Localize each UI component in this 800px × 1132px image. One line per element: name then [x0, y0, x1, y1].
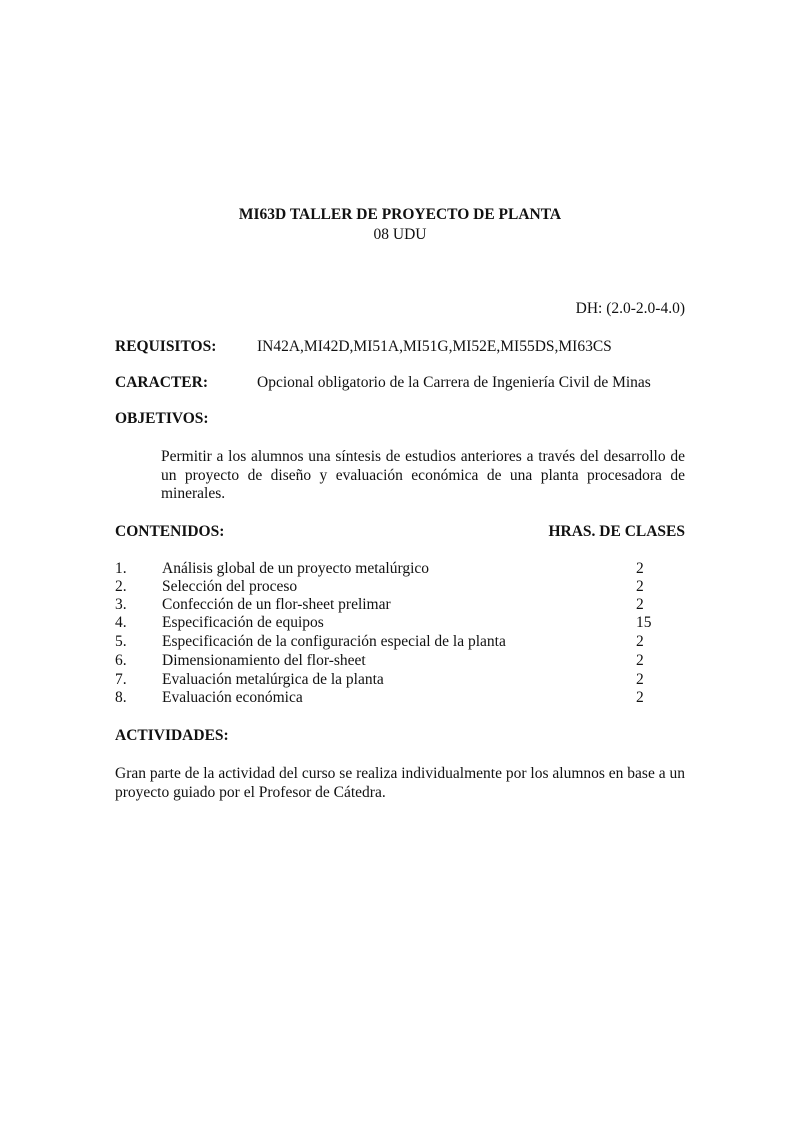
list-item — [115, 671, 685, 689]
actividades-label: ACTIVIDADES: — [115, 727, 229, 744]
course-title: MI63D TALLER DE PROYECTO DE PLANTA — [238, 206, 562, 223]
item-number: 5. — [115, 633, 127, 650]
item-number: 3. — [115, 596, 127, 613]
item-text: Confección de un flor-sheet prelimar — [162, 596, 391, 613]
list-item — [115, 689, 685, 707]
list-item — [115, 652, 685, 670]
item-hours: 2 — [636, 560, 644, 577]
item-number: 6. — [115, 652, 127, 669]
item-text: Análisis global de un proyecto metalúrgico — [162, 560, 430, 577]
item-text: Evaluación metalúrgica de la planta — [162, 671, 384, 688]
requisitos-value: IN42A,MI42D,MI51A,MI51G,MI52E,MI55DS,MI63CS — [257, 338, 612, 355]
item-text: Especificación de la configuración especial de la planta — [162, 633, 506, 650]
item-number: 2. — [115, 578, 127, 595]
item-hours: 2 — [636, 671, 644, 688]
requisitos-label: REQUISITOS: — [115, 338, 217, 355]
item-text: Selección del proceso — [162, 578, 298, 595]
item-text: Especificación de equipos — [162, 614, 324, 631]
list-item — [115, 596, 685, 614]
item-hours: 2 — [636, 652, 644, 669]
item-hours: 2 — [636, 633, 644, 650]
item-hours: 15 — [636, 614, 652, 631]
caracter-value: Opcional obligatorio de la Carrera de Ingeniería Civil de Minas — [257, 374, 651, 391]
item-number: 1. — [115, 560, 127, 577]
objetivos-label: OBJETIVOS: — [115, 410, 209, 427]
item-hours: 2 — [636, 578, 644, 595]
list-item — [115, 578, 685, 596]
contenidos-label: CONTENIDOS: — [115, 523, 225, 540]
caracter-label: CARACTER: — [115, 374, 208, 391]
actividades-text: Gran parte de la actividad del curso se realiza individualmente por los alumnos en base a un proyecto guiado por el Profesor de Cátedra. — [115, 765, 685, 801]
list-item — [115, 560, 685, 578]
list-item — [115, 633, 685, 651]
item-text: Dimensionamiento del flor-sheet — [162, 652, 366, 669]
course-units: 08 UDU — [373, 226, 427, 243]
item-hours: 2 — [636, 689, 644, 706]
dh-hours: DH: (2.0-2.0-4.0) — [575, 300, 685, 317]
objetivos-text: Permitir a los alumnos una síntesis de estudios anteriores a través del desarrollo de un proyecto de diseño y evaluación económica de una planta procesadora de minerales. — [161, 448, 685, 502]
hours-header: HRAS. DE CLASES — [548, 523, 685, 540]
item-number: 4. — [115, 614, 127, 631]
item-hours: 2 — [636, 596, 644, 613]
item-number: 8. — [115, 689, 127, 706]
item-number: 7. — [115, 671, 127, 688]
list-item — [115, 614, 685, 632]
item-text: Evaluación económica — [162, 689, 303, 706]
